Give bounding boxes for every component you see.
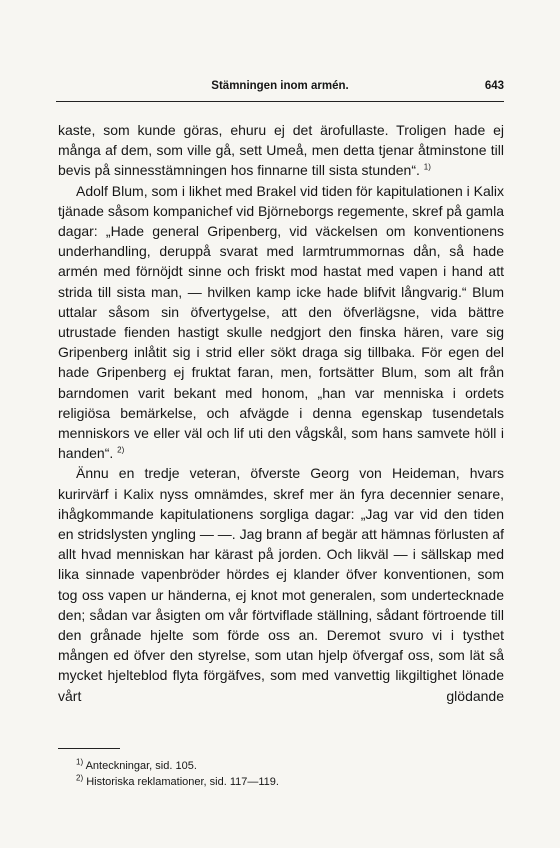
body-text: [58, 120, 504, 706]
footnote-rule: [58, 748, 120, 749]
paragraph-1-text: kaste, som kunde göras, ehuru ej det ärofullaste. Troligen hade ej många af dem, som ville gå, sett Umeå, men detta tjenar åtminstone till bevis på sinnesstämningen hos finnarne till sista stunden“.: [58, 122, 504, 179]
paragraph-3-text: Ännu en tredje veteran, öfverste Georg von Heideman, hvars kurirvärf i Kalix nyss omnämdes, skref mer än fyra decennier senare, ihågkommande kapitulationens sorgliga dagar: „Jag var vid den tiden en stridslysten yngling — —. Jag brann af begär att hämnas förlusten af allt hvad menniskan har kärast på jorden. Och likväl — i sällskap med lika sinnade vapenbröder hördes ej klander öfver konventionen, som tog oss vapen ur händerna, ej knot mot generalen, som undertecknade den; sådan var åsigten om vår förtviflade ställning, sådant förtroende till den grånade hjelte som förde oss an. Deremot svuro vi i tysthet mången ed öfver den styrelse, som utan hjelp öfvergaf oss, som lät så mycket hjelteblod flyta förgäfves, som med vanvettig likgiltighet lönade vårt glödande: [58, 465, 504, 704]
paragraph-2-text: Adolf Blum, som i likhet med Brakel vid tiden för kapitulationen i Kalix tjänade såsom kompanichef vid Björneborgs regemente, skref på gamla dagar: „Hade general Gripenberg, vid väckelsen om konventionens underhandling, deruppå svarat med larmtrummornas dån, så hade armén med förnöjdt sinne och friskt mod hastat med vapen i hand att strida till sista man, — hvilken kamp icke hade blifvit långvarig.“ Blum uttalar såsom sin öfvertygelse, att den öfverlägsne, vida bättre utrustade fienden hastigt skulle nedgjort den finska hären, vare sig Gripenberg inlåtit sig i strid eller sökt draga sig tillbaka. För egen del hade Gripenberg ej fruktat faran, men, fortsätter Blum, som alt från barndomen varit bekant med honom, „han var menniska i ordets religiösa bemärkelse, och afvägde i denna egenskap tusendetals menniskors ve eller väl och lif uti den vågskål, som hans samvete höll i handen“.: [58, 182, 504, 462]
footnote-mark: 1): [76, 757, 84, 767]
running-title: Stämningen inom armén.: [211, 80, 349, 92]
footnotes: [76, 758, 476, 790]
page-number: 643: [484, 80, 504, 92]
footnote-ref-2: 2): [117, 445, 125, 455]
footnote-text: Historiska reklamationer, sid. 117—119.: [86, 776, 279, 788]
paragraph-3: [58, 463, 504, 705]
paragraph-2: [58, 181, 504, 464]
paragraph-1: [58, 120, 504, 181]
running-header: [56, 80, 504, 96]
footnote-mark: 2): [76, 773, 84, 783]
footnote-text: Anteckningar, sid. 105.: [85, 760, 197, 772]
footnote-ref-1: 1): [423, 162, 431, 172]
footnote-1: [76, 758, 476, 774]
header-rule: [56, 101, 504, 102]
footnote-2: [76, 774, 476, 790]
